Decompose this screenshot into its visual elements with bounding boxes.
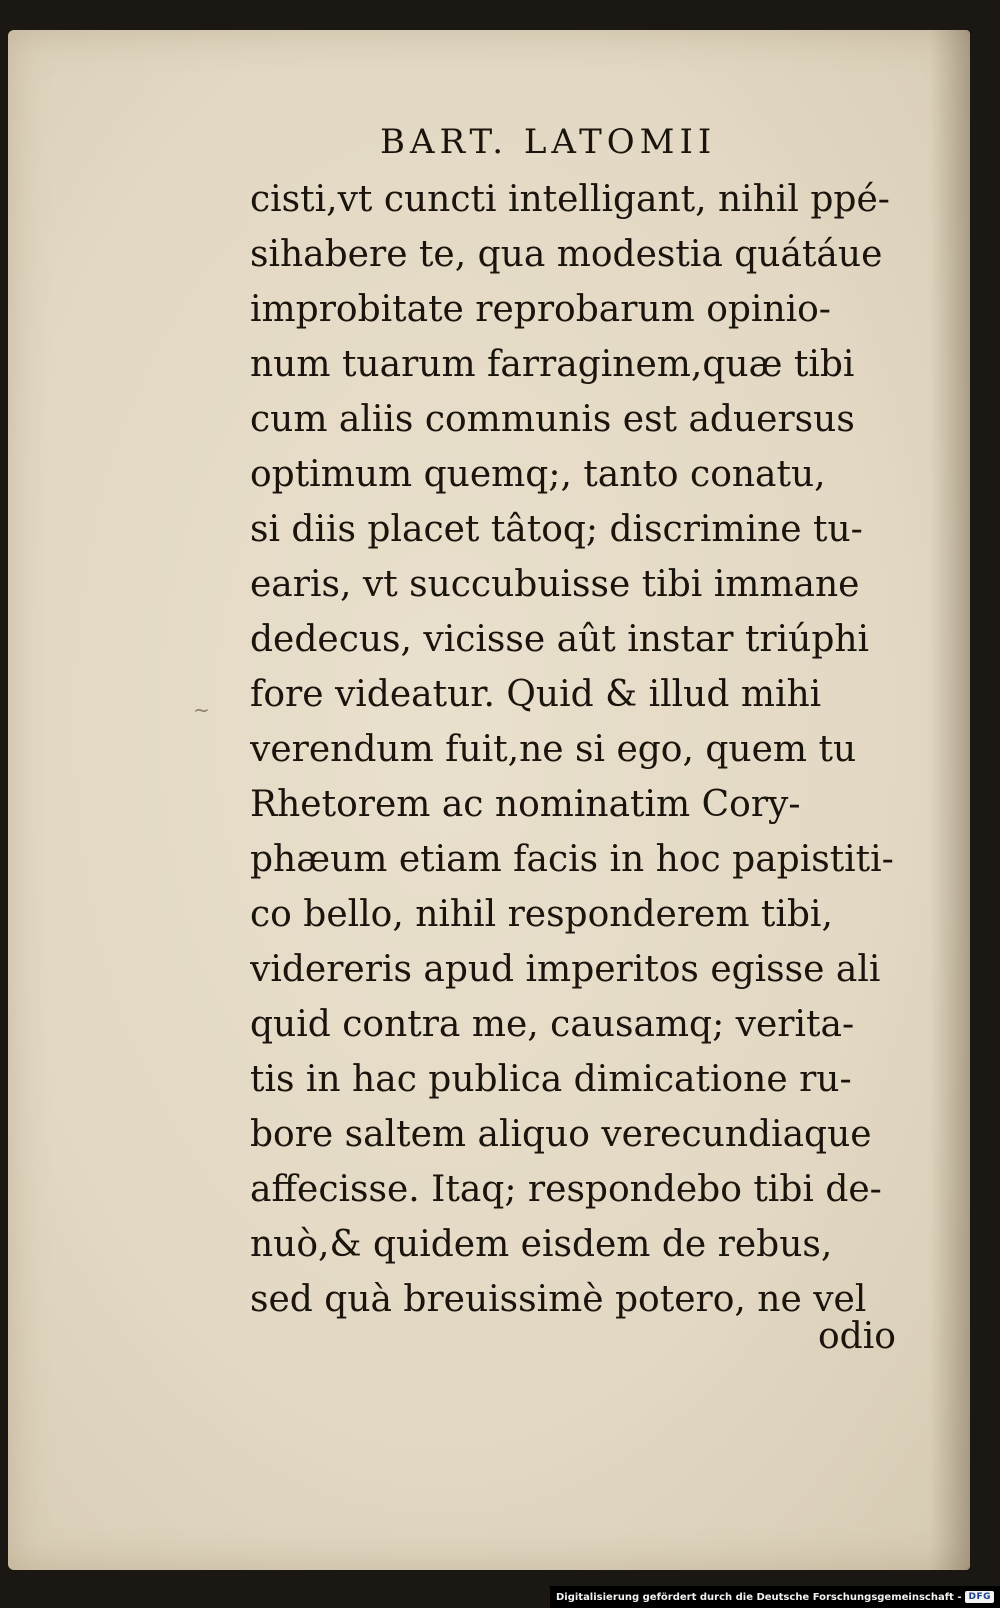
- dfg-logo: DFG: [965, 1591, 994, 1603]
- text-line: si diis placet tâtoq; discrimine tu-: [250, 509, 863, 550]
- text-line: quid contra me, causamq; verita-: [250, 1004, 855, 1045]
- margin-mark: ~: [193, 698, 210, 722]
- text-line: cisti,vt cuncti intelligant, nihil ppé-: [250, 179, 890, 220]
- catchword: odio: [818, 1316, 896, 1357]
- book-page: [8, 30, 970, 1570]
- text-line: fore videatur. Quid & illud mihi: [250, 674, 822, 715]
- text-line: co bello, nihil responderem tibi,: [250, 894, 833, 935]
- text-line: sihabere te, qua modestia quátáue: [250, 234, 883, 275]
- text-line: cum aliis communis est aduersus: [250, 399, 855, 440]
- text-line: optimum quemq;, tanto conatu,: [250, 454, 826, 495]
- text-line: improbitate reprobarum opinio-: [250, 289, 831, 330]
- text-line: nuò,& quidem eisdem de rebus,: [250, 1224, 833, 1265]
- text-line: affecisse. Itaq; respondebo tibi de-: [250, 1169, 882, 1210]
- text-line: Rhetorem ac nominatim Cory-: [250, 784, 801, 825]
- body-text: [250, 172, 940, 1327]
- text-line: num tuarum farraginem,quæ tibi: [250, 344, 855, 385]
- text-line: tis in hac publica dimicatione ru-: [250, 1059, 852, 1100]
- text-line: sed quà breuissimè potero, ne vel: [250, 1279, 867, 1320]
- text-line: bore saltem aliquo verecundiaque: [250, 1114, 872, 1155]
- running-head: BART. LATOMII: [380, 122, 717, 162]
- text-line: videreris apud imperitos egisse ali: [250, 949, 881, 990]
- digitization-credit: [550, 1586, 1000, 1608]
- text-line: dedecus, vicisse aût instar triúphi: [250, 619, 870, 660]
- text-line: verendum fuit,ne si ego, quem tu: [250, 729, 857, 770]
- text-line: phæum etiam facis in hoc papistiti-: [250, 839, 894, 880]
- text-line: earis, vt succubuisse tibi immane: [250, 564, 860, 605]
- credit-text: Digitalisierung gefördert durch die Deutsche Forschungsgemeinschaft -: [555, 1591, 962, 1603]
